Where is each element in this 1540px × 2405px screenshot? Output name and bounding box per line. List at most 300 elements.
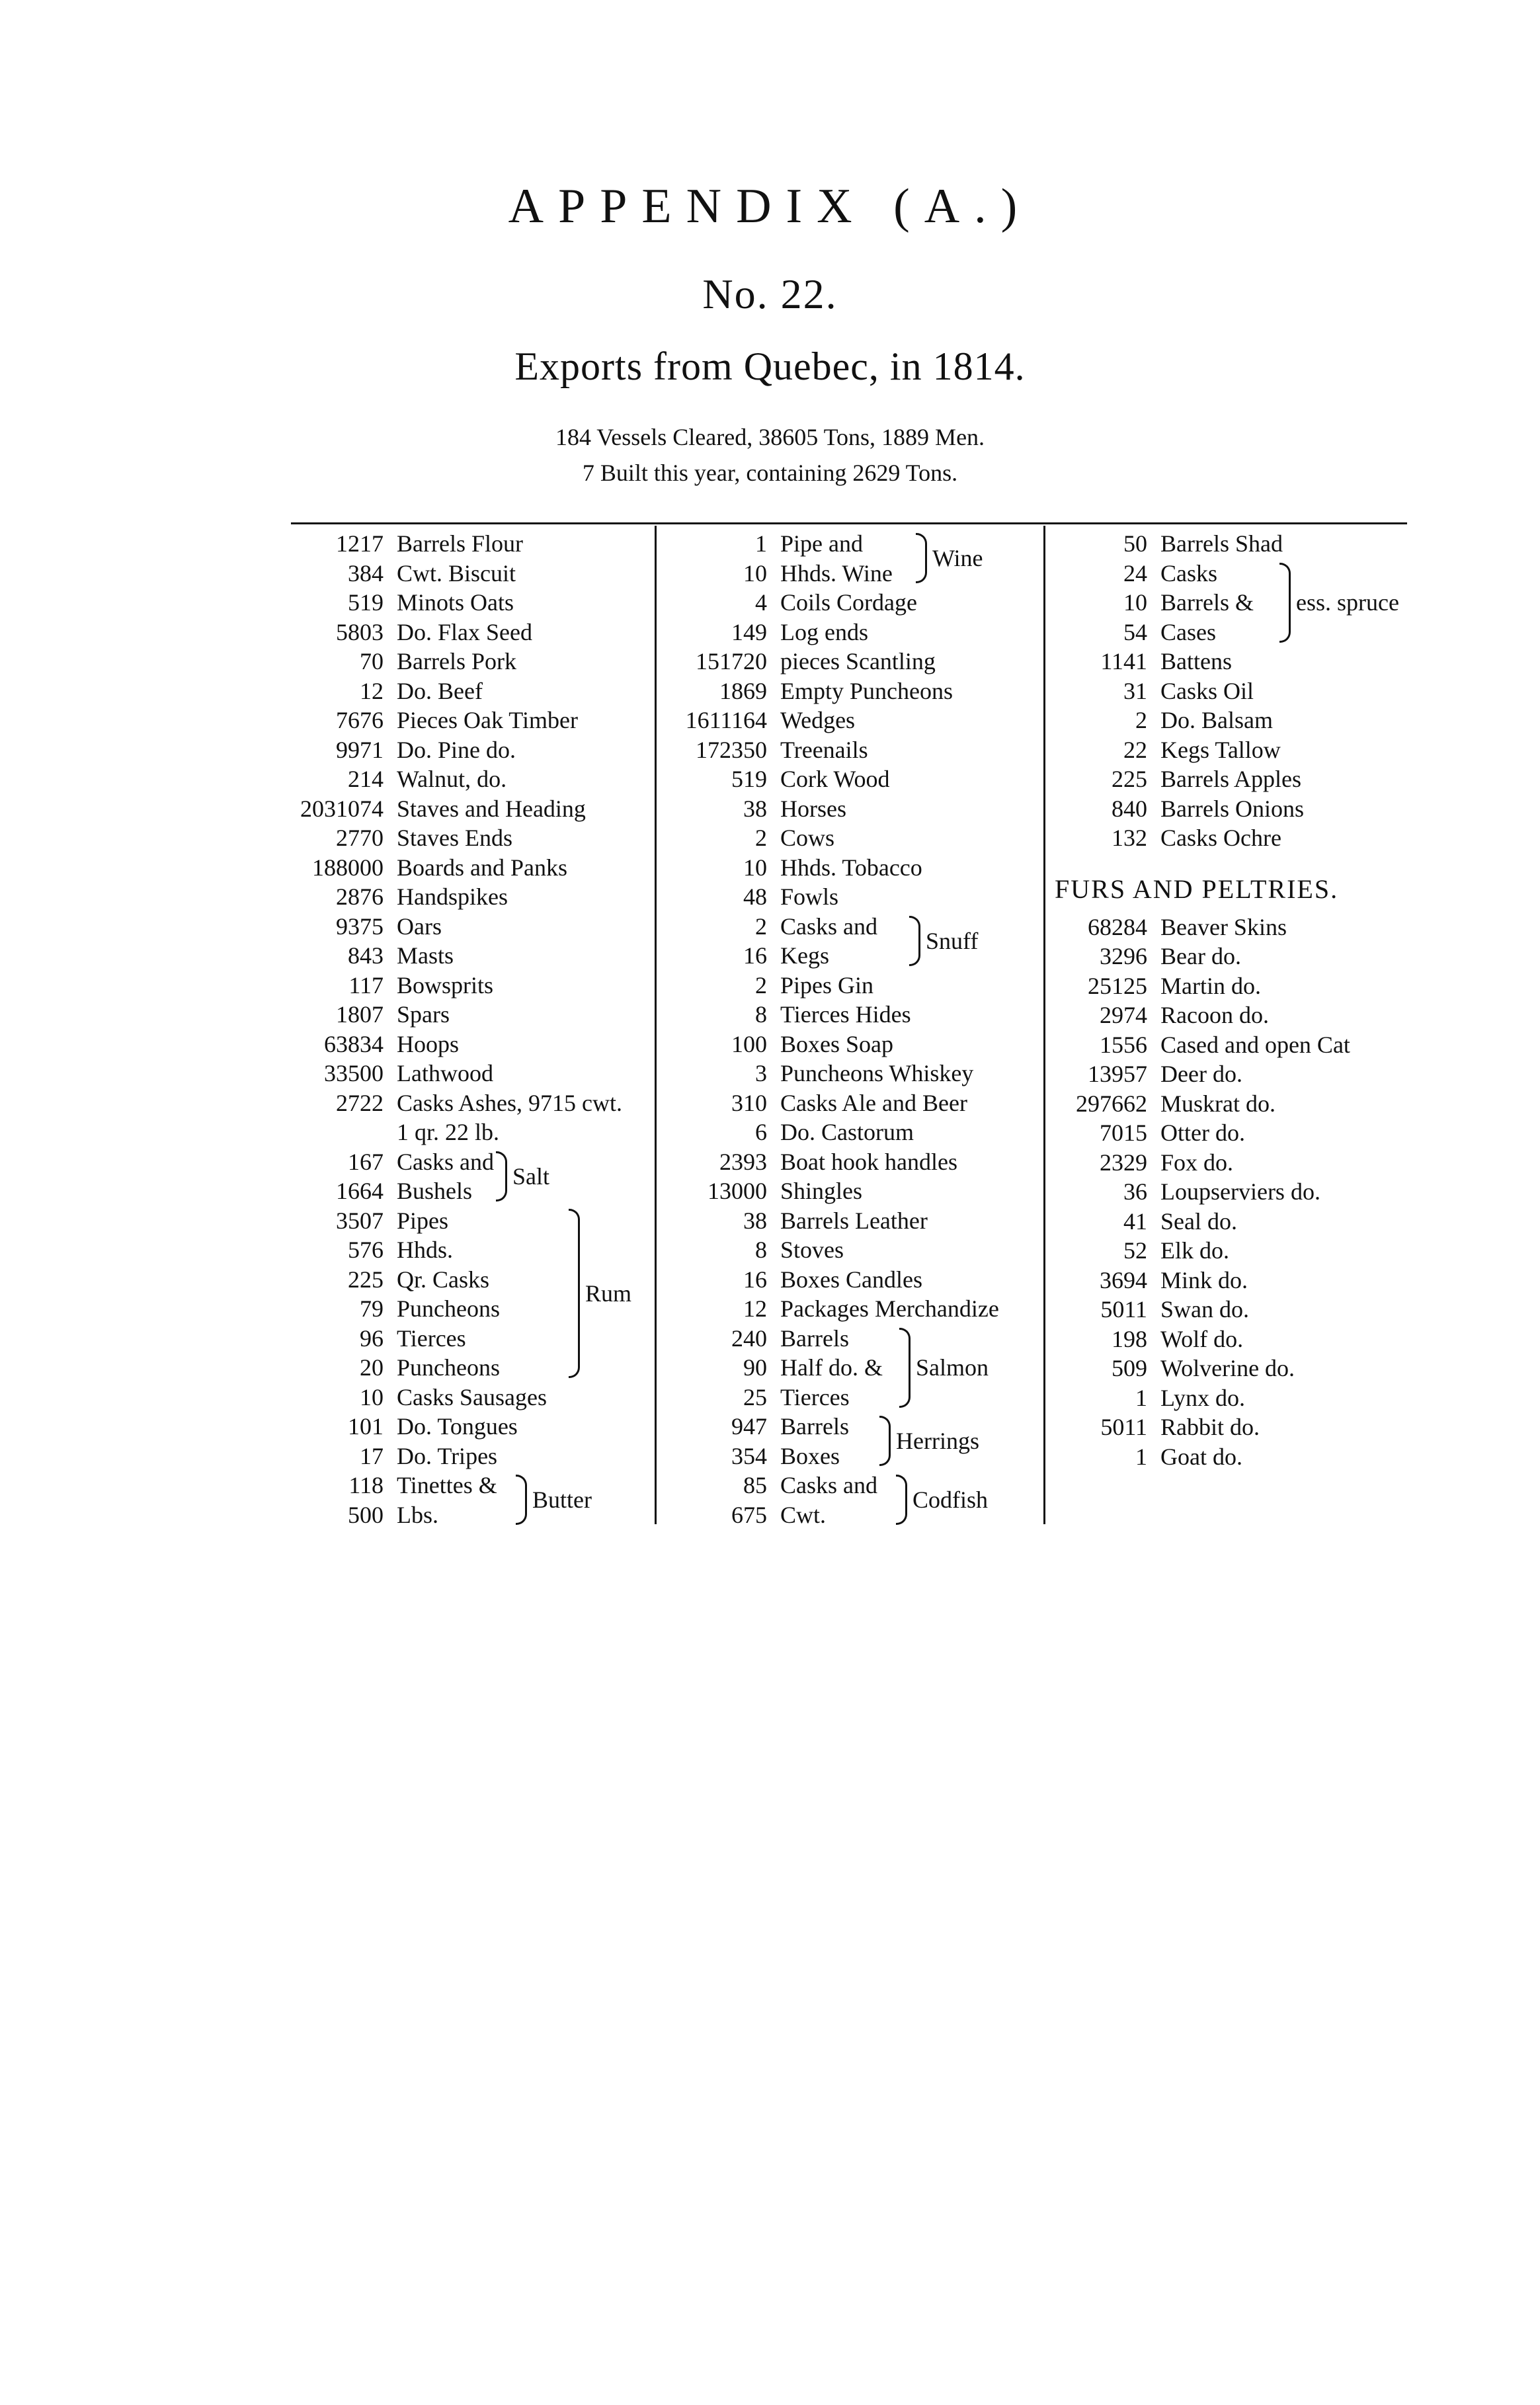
- commodity: Do. Pine do.: [397, 736, 516, 763]
- commodity: Boards and Panks: [397, 854, 567, 881]
- list-item: [661, 1412, 999, 1454]
- quantity: 52: [1123, 1237, 1147, 1264]
- list-item: [1048, 971, 1350, 1001]
- quantity: 1: [1135, 1443, 1147, 1470]
- list-item: [661, 618, 999, 647]
- quantity: 151720: [696, 648, 767, 674]
- list-item: [278, 882, 622, 912]
- commodity: Coils Cordage: [780, 589, 917, 616]
- list-item: [1048, 735, 1350, 765]
- furs-heading: FURS AND PELTRIES.: [1055, 874, 1339, 904]
- built-summary: 7 Built this year, containing 2629 Tons.: [582, 460, 958, 486]
- quantity: 354: [731, 1442, 767, 1469]
- list-item: [661, 1442, 999, 1471]
- quantity: 96: [360, 1325, 384, 1352]
- quantity: 3694: [1100, 1266, 1147, 1293]
- list-item: [1048, 706, 1350, 735]
- list-item: [278, 1176, 622, 1206]
- commodity: Do. Balsam: [1160, 707, 1273, 733]
- quantity: 1141: [1100, 648, 1147, 674]
- list-item: [278, 1059, 622, 1088]
- quantity: 50: [1123, 530, 1147, 557]
- appendix-number: No. 22.: [702, 270, 838, 317]
- quantity: 2: [755, 825, 767, 851]
- commodity: Cwt. Biscuit: [397, 559, 516, 587]
- quantity: 519: [348, 589, 384, 616]
- commodity: Barrels Shad: [1160, 530, 1283, 557]
- list-item: [661, 1000, 999, 1030]
- list-item: [278, 1147, 622, 1190]
- quantity: 1611164: [685, 707, 767, 733]
- list-item: [1048, 823, 1350, 853]
- list-item: [278, 1383, 622, 1412]
- quantity: 509: [1112, 1355, 1147, 1381]
- commodity: Hhds.: [397, 1237, 454, 1263]
- list-item: [278, 588, 622, 618]
- commodity: Muskrat do.: [1160, 1090, 1276, 1117]
- quantity: 25: [743, 1383, 767, 1410]
- commodity: Puncheons: [397, 1354, 500, 1381]
- commodity: Barrels Onions: [1160, 795, 1304, 822]
- commodity: Casks and: [780, 913, 877, 940]
- commodity: Tierces Hides: [780, 1001, 911, 1028]
- list-item: [1048, 1059, 1350, 1089]
- commodity: Do. Flax Seed: [397, 618, 532, 645]
- quantity: 4: [755, 589, 767, 616]
- list-item: [278, 647, 622, 676]
- group-label: Butter: [532, 1487, 592, 1513]
- commodity: Casks Ochre: [1160, 825, 1281, 851]
- quantity: 16: [743, 1266, 767, 1293]
- list-item: [1048, 529, 1350, 559]
- list-item: [278, 559, 622, 589]
- commodity: Puncheons: [397, 1295, 500, 1322]
- commodity: Casks Ale and Beer: [780, 1089, 967, 1116]
- quantity: 70: [360, 648, 384, 674]
- commodity: Staves Ends: [397, 825, 512, 851]
- list-item: [278, 853, 622, 883]
- list-item: [278, 1442, 622, 1471]
- quantity: 36: [1123, 1178, 1147, 1205]
- commodity: Rabbit do.: [1160, 1414, 1260, 1440]
- quantity: 310: [731, 1089, 767, 1116]
- commodity: Casks Sausages: [397, 1383, 547, 1410]
- commodity: Do. Beef: [397, 677, 483, 704]
- list-item: [661, 1235, 999, 1265]
- commodity: Bear do.: [1160, 943, 1241, 969]
- quantity: 2031074: [300, 795, 384, 822]
- quantity: 167: [348, 1148, 384, 1175]
- group-label: Salmon: [916, 1354, 989, 1381]
- quantity: 3507: [336, 1207, 384, 1234]
- quantity: 79: [360, 1295, 384, 1322]
- list-item: [661, 971, 999, 1000]
- page-subtitle: Exports from Quebec, in 1814.: [514, 345, 1026, 388]
- list-item: [661, 706, 999, 735]
- list-item: [661, 912, 999, 954]
- list-item: [661, 764, 999, 794]
- quantity: 85: [743, 1472, 767, 1498]
- table-top-rule: [291, 522, 1407, 524]
- quantity: 1: [1135, 1384, 1147, 1411]
- list-item: [278, 1030, 622, 1059]
- list-item: [1048, 1030, 1350, 1060]
- list-item: [1048, 676, 1350, 706]
- list-item: [661, 853, 999, 883]
- list-item: [1048, 1000, 1350, 1030]
- commodity: Puncheons Whiskey: [780, 1060, 974, 1086]
- commodity: Qr. Casks: [397, 1266, 490, 1293]
- quantity: 519: [731, 766, 767, 792]
- quantity: 41: [1123, 1207, 1147, 1235]
- list-item: [278, 529, 622, 559]
- commodity: Casks and: [397, 1148, 494, 1175]
- commodity: Pieces Oak Timber: [397, 707, 578, 733]
- commodity: Mink do.: [1160, 1266, 1248, 1293]
- quantity: 20: [360, 1354, 384, 1381]
- list-item: [278, 1235, 622, 1265]
- quantity: 100: [731, 1030, 767, 1057]
- commodity: Bushels: [397, 1178, 473, 1204]
- list-item: [278, 706, 622, 735]
- quantity: 240: [731, 1325, 767, 1352]
- quantity: 68284: [1088, 913, 1147, 940]
- quantity: 16: [743, 942, 767, 969]
- quantity: 48: [743, 883, 767, 910]
- commodity: Barrels &: [1160, 589, 1254, 616]
- list-item: [661, 1059, 999, 1088]
- commodity: Minots Oats: [397, 589, 514, 616]
- quantity: 8: [755, 1001, 767, 1028]
- quantity: 6: [755, 1119, 767, 1145]
- list-item: [1048, 1148, 1350, 1178]
- list-item: [1048, 1236, 1350, 1266]
- group-label: Snuff: [926, 927, 979, 954]
- list-item: [278, 735, 622, 765]
- commodity: Masts: [397, 942, 454, 969]
- page-title: APPENDIX (A.): [508, 179, 1032, 233]
- list-item: [278, 823, 622, 853]
- commodity: Tinettes &: [397, 1472, 497, 1498]
- quantity: 38: [743, 795, 767, 822]
- commodity: Boxes Candles: [780, 1266, 922, 1293]
- quantity: 675: [731, 1501, 767, 1528]
- quantity: 25125: [1088, 972, 1147, 999]
- commodity: Horses: [780, 795, 846, 822]
- column-divider-2: [1043, 526, 1045, 1524]
- list-item: [661, 559, 999, 589]
- quantity: 172350: [696, 736, 767, 763]
- commodity: pieces Scantling: [780, 648, 936, 674]
- quantity: 2722: [336, 1089, 384, 1116]
- list-item: [278, 794, 622, 824]
- list-item: [278, 676, 622, 706]
- commodity: Bowsprits: [397, 971, 494, 999]
- column-divider-1: [655, 526, 657, 1524]
- quantity: 13957: [1088, 1061, 1147, 1087]
- commodity: Hhds. Wine: [780, 559, 893, 587]
- commodity: Fox do.: [1160, 1149, 1234, 1176]
- list-item: [1048, 1266, 1350, 1295]
- list-item: [278, 1118, 622, 1147]
- list-item: [1048, 1442, 1350, 1472]
- commodity: Do. Tongues: [397, 1413, 518, 1440]
- commodity: Treenails: [780, 736, 868, 763]
- quantity: 118: [348, 1472, 384, 1498]
- list-item: [278, 1471, 622, 1513]
- list-item: [1048, 913, 1350, 942]
- quantity: 117: [348, 971, 384, 999]
- list-item: [278, 1500, 622, 1530]
- commodity: Lynx do.: [1160, 1384, 1246, 1411]
- exports-column-3: [1048, 529, 1399, 1471]
- commodity: Lbs.: [397, 1501, 438, 1528]
- commodity: Barrels: [780, 1325, 849, 1352]
- commodity: Casks Oil: [1160, 677, 1254, 704]
- list-item: [278, 1294, 622, 1324]
- quantity: 5011: [1100, 1414, 1147, 1440]
- quantity: 12: [743, 1295, 767, 1322]
- list-item: [1048, 588, 1350, 618]
- quantity: 1807: [336, 1001, 384, 1028]
- vessels-summary: 184 Vessels Cleared, 38605 Tons, 1889 Men.: [555, 424, 985, 450]
- list-item: [1048, 1383, 1350, 1413]
- quantity: 7015: [1100, 1120, 1147, 1146]
- list-item: [661, 676, 999, 706]
- quantity: 10: [743, 854, 767, 881]
- commodity: Staves and Heading: [397, 795, 586, 822]
- commodity: Wolverine do.: [1160, 1355, 1295, 1381]
- quantity: 576: [348, 1237, 384, 1263]
- commodity: Barrels Apples: [1160, 766, 1301, 792]
- commodity: Tierces: [780, 1383, 850, 1410]
- list-item: [661, 794, 999, 824]
- commodity: Stoves: [780, 1237, 844, 1263]
- list-item: [661, 529, 999, 571]
- commodity: Boxes Soap: [780, 1030, 893, 1057]
- quantity: 947: [731, 1413, 767, 1440]
- list-item: [278, 764, 622, 794]
- commodity: Casks and: [780, 1472, 877, 1498]
- commodity: Do. Tripes: [397, 1442, 498, 1469]
- quantity: 2393: [719, 1148, 767, 1175]
- commodity: Shingles: [780, 1178, 863, 1204]
- commodity: Swan do.: [1160, 1296, 1249, 1323]
- list-item: [661, 735, 999, 765]
- commodity: Otter do.: [1160, 1120, 1245, 1146]
- list-item: [661, 1088, 999, 1118]
- quantity: 1: [755, 530, 767, 557]
- exports-column-1: [278, 529, 632, 1529]
- list-item: [1048, 794, 1350, 824]
- commodity: Walnut, do.: [397, 766, 507, 792]
- quantity: 149: [731, 618, 767, 645]
- quantity: 22: [1123, 736, 1147, 763]
- quantity: 843: [348, 942, 384, 969]
- commodity: Barrels Leather: [780, 1207, 928, 1234]
- list-item: [278, 1265, 622, 1295]
- commodity: Packages Merchandize: [780, 1295, 999, 1322]
- commodity: Oars: [397, 913, 442, 940]
- group-label: ess. spruce: [1296, 589, 1399, 616]
- list-item: [661, 1265, 999, 1295]
- quantity: 13000: [708, 1178, 767, 1204]
- commodity: Deer do.: [1160, 1061, 1242, 1087]
- commodity: Handspikes: [397, 883, 508, 910]
- list-item: [1048, 1354, 1350, 1383]
- quantity: 840: [1112, 795, 1147, 822]
- commodity: Barrels Pork: [397, 648, 516, 674]
- quantity: 8: [755, 1237, 767, 1263]
- commodity: Hhds. Tobacco: [780, 854, 922, 881]
- quantity: 10: [1123, 589, 1147, 616]
- quantity: 24: [1123, 559, 1147, 587]
- quantity: 2770: [336, 825, 384, 851]
- quantity: 2876: [336, 883, 384, 910]
- quantity: 1664: [336, 1178, 384, 1204]
- commodity: Beaver Skins: [1160, 913, 1287, 940]
- list-item: [661, 1030, 999, 1059]
- commodity: Half do. &: [780, 1354, 883, 1381]
- list-item: [661, 1147, 999, 1177]
- commodity: Boxes: [780, 1442, 840, 1469]
- commodity: Lathwood: [397, 1060, 493, 1086]
- list-item: [278, 1324, 622, 1354]
- quantity: 90: [743, 1354, 767, 1381]
- list-item: [1048, 1089, 1350, 1119]
- commodity: Cork Wood: [780, 766, 890, 792]
- commodity: Log ends: [780, 618, 868, 645]
- commodity: Kegs: [780, 942, 829, 969]
- quantity: 2329: [1100, 1149, 1147, 1176]
- quantity: 1869: [719, 677, 767, 704]
- list-item: [661, 647, 999, 676]
- list-item: [278, 1088, 622, 1118]
- commodity: Fowls: [780, 883, 839, 910]
- quantity: 5803: [336, 618, 384, 645]
- quantity: 2: [755, 913, 767, 940]
- quantity: 33500: [324, 1060, 384, 1086]
- commodity: Seal do.: [1160, 1207, 1237, 1235]
- list-item: [278, 1353, 622, 1383]
- list-item: [661, 1206, 999, 1236]
- commodity: Pipes: [397, 1207, 449, 1234]
- list-item: [1048, 647, 1350, 676]
- quantity: 225: [348, 1266, 384, 1293]
- commodity: Goat do.: [1160, 1443, 1242, 1470]
- quantity: 9971: [336, 736, 384, 763]
- quantity: 384: [348, 559, 384, 587]
- quantity: 198: [1112, 1325, 1147, 1352]
- list-item: [1048, 1207, 1350, 1237]
- list-item: [661, 1383, 999, 1412]
- quantity: 2: [755, 971, 767, 999]
- quantity: 12: [360, 677, 384, 704]
- quantity: 7676: [336, 707, 384, 733]
- quantity: 188000: [312, 854, 384, 881]
- quantity: 500: [348, 1501, 384, 1528]
- commodity: Pipes Gin: [780, 971, 874, 999]
- quantity: 132: [1112, 825, 1147, 851]
- list-item: [661, 882, 999, 912]
- list-item: [1048, 618, 1350, 647]
- quantity: 1556: [1100, 1031, 1147, 1058]
- commodity: Wolf do.: [1160, 1325, 1244, 1352]
- list-item: [661, 588, 999, 618]
- group-label: Salt: [512, 1162, 550, 1190]
- list-item: [278, 941, 622, 971]
- quantity: 297662: [1076, 1090, 1147, 1117]
- list-item: [278, 618, 622, 647]
- commodity: Do. Castorum: [780, 1119, 914, 1145]
- quantity: 3296: [1100, 943, 1147, 969]
- quantity: 63834: [324, 1030, 384, 1057]
- list-item: [278, 1412, 622, 1442]
- group-label: Herrings: [896, 1428, 979, 1454]
- commodity: Casks: [1160, 559, 1218, 587]
- list-item: [661, 1118, 999, 1147]
- list-item: [661, 1353, 999, 1383]
- quantity: 31: [1123, 677, 1147, 704]
- quantity: 38: [743, 1207, 767, 1234]
- list-item: [278, 912, 622, 942]
- commodity: Pipe and: [780, 530, 863, 557]
- quantity: 10: [360, 1383, 384, 1410]
- commodity: Cased and open Cat: [1160, 1031, 1350, 1058]
- commodity: Loupserviers do.: [1160, 1178, 1320, 1205]
- group-label: Rum: [585, 1280, 632, 1307]
- quantity: 1217: [336, 530, 384, 557]
- quantity: 225: [1112, 766, 1147, 792]
- list-item: [661, 1294, 999, 1324]
- quantity: 2: [1135, 707, 1147, 733]
- list-item: [1048, 1118, 1350, 1148]
- list-item: [278, 1000, 622, 1030]
- commodity: Battens: [1160, 648, 1232, 674]
- list-item: [661, 1471, 999, 1513]
- quantity: 17: [360, 1442, 384, 1469]
- commodity: 1 qr. 22 lb.: [397, 1119, 500, 1145]
- quantity: 5011: [1100, 1296, 1147, 1323]
- group-label: Codfish: [912, 1487, 989, 1513]
- list-item: [1048, 1325, 1350, 1354]
- commodity: Tierces: [397, 1325, 466, 1352]
- list-item: [1048, 1177, 1350, 1207]
- commodity: Elk do.: [1160, 1237, 1229, 1264]
- list-item: [661, 823, 999, 853]
- list-item: [1048, 1295, 1350, 1325]
- commodity: Racoon do.: [1160, 1002, 1269, 1028]
- commodity: Barrels Flour: [397, 530, 523, 557]
- list-item: [661, 1176, 999, 1206]
- commodity: Martin do.: [1160, 972, 1261, 999]
- quantity: 214: [348, 766, 384, 792]
- list-item: [278, 971, 622, 1000]
- commodity: Barrels: [780, 1413, 849, 1440]
- commodity: Cwt.: [780, 1501, 827, 1528]
- commodity: Boat hook handles: [780, 1148, 957, 1175]
- quantity: 9375: [336, 913, 384, 940]
- commodity: Kegs Tallow: [1160, 736, 1281, 763]
- quantity: 3: [755, 1060, 767, 1086]
- list-item: [661, 1500, 999, 1530]
- commodity: Spars: [397, 1001, 450, 1028]
- commodity: Cows: [780, 825, 835, 851]
- commodity: Casks Ashes, 9715 cwt.: [397, 1089, 622, 1116]
- list-item: [661, 941, 999, 971]
- commodity: Hoops: [397, 1030, 460, 1057]
- list-item: [1048, 942, 1350, 971]
